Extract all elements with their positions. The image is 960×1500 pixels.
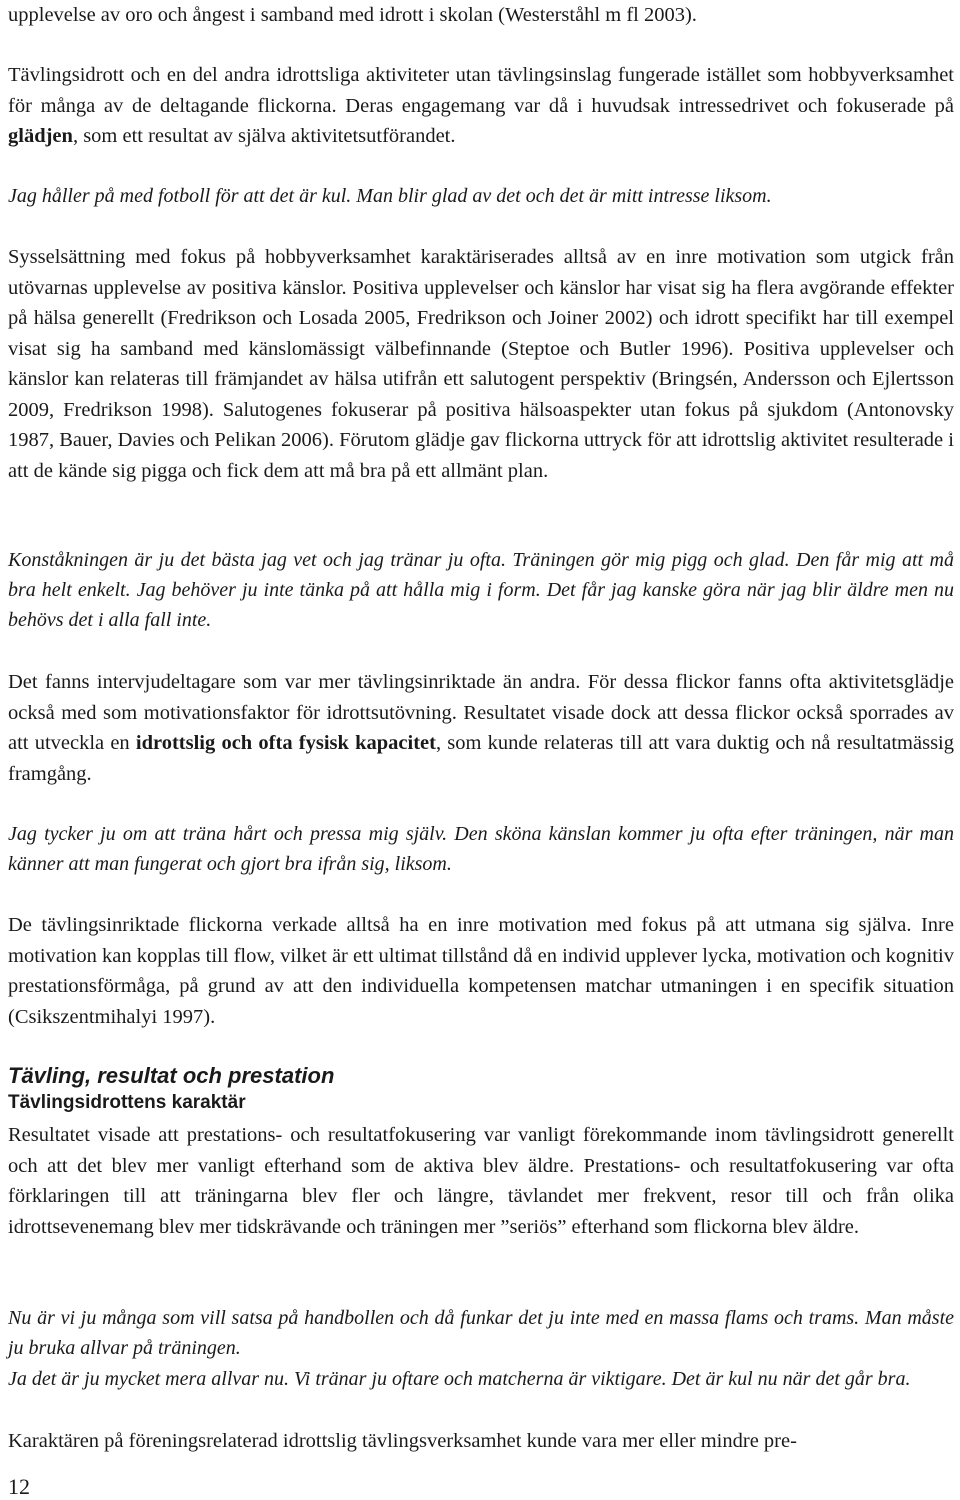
- paragraph-5: De tävlingsinriktade flickorna verkade alltså ha en inre motivation med fokus på att utmana sig själva. Inre motivation kan kopplas till flow, vilket är ett ultimat tillstånd då en individ upplever lycka, motivation och kognitiv prestationsförmåga, på grund av att den individuella kompetensen matchar utmaningen i en specifik situation (Csikszentmihalyi 1997).: [8, 914, 954, 1028]
- paragraph-2: [8, 60, 954, 152]
- quote-4: Nu är vi ju många som vill satsa på handbollen och då funkar det ju inte med en massa flams och trams. Man måste ju bruka allvar på träningen.: [8, 1307, 954, 1359]
- quote-5: Ja det är ju mycket mera allvar nu. Vi tränar ju oftare och matcherna är viktigare. Det är kul nu när det går bra.: [8, 1368, 911, 1390]
- paragraph-4-text-a: Det fanns intervjudeltagare som var mer tävlingsinriktade än andra. För dessa flickor fanns ofta aktivitetsglädje också med som motivationsfaktor för idrottsutövning. Resultatet visade dock att dessa flickor också sporrades av att utveckla en: [8, 671, 954, 754]
- paragraph-1: upplevelse av oro och ångest i samband med idrott i skolan (Westerståhl m fl 2003).: [8, 4, 697, 26]
- paragraph-7: Karaktären på föreningsrelaterad idrottslig tävlingsverksamhet kunde vara mer eller mindre pre-: [8, 1430, 797, 1452]
- emphasis-gladjen: glädjen: [8, 125, 73, 147]
- section-heading: Tävling, resultat och prestation: [8, 1063, 335, 1088]
- quote-2: Konståkningen är ju det bästa jag vet och jag tränar ju ofta. Träningen gör mig pigg och glad. Den får mig att må bra helt enkelt. Jag behöver ju inte tänka på att hålla mig i form. Det får jag kanske göra när jag blir äldre men nu behövs det i alla fall inte.: [8, 549, 954, 631]
- paragraph-3: Sysselsättning med fokus på hobbyverksamhet karaktäriserades alltså av en inre motivation som utgick från utövarnas upplevelse av positiva känslor. Positiva upplevelser och känslor har visat sig ha flera avgörande effekter på hälsa generellt (Fredrikson och Losada 2005, Fredrikson och Joiner 2002) och idrott specifikt har till exempel visat sig ha samband med känslomässigt välbefinnande (Steptoe och Butler 1996). Positiva upplevelser och känslor kan relateras till främjandet av hälsa utifrån ett salutogent perspektiv (Bringsén, Andersson och Ejlertsson 2009, Fredrikson 1998). Salutogenes fokuserar på positiva hälsoaspekter utan fokus på sjukdom (Antonovsky 1987, Bauer, Davies och Pelikan 2006). Förutom glädje gav flickorna uttryck för att idrottslig aktivitet resulterade i att de kände sig pigga och fick dem att må bra på ett allmänt plan.: [8, 246, 954, 482]
- page-number: 12: [8, 1474, 30, 1499]
- paragraph-4: [8, 667, 954, 789]
- paragraph-4-text-b: , som kunde relateras till att vara duktig och nå resultatmässig framgång.: [8, 732, 955, 785]
- quote-3: Jag tycker ju om att träna hårt och pressa mig själv. Den sköna känslan kommer ju ofta efter träningen, när man känner att man fungerat och gjort bra ifrån sig, liksom.: [8, 823, 954, 875]
- paragraph-2-text-a: Tävlingsidrott och en del andra idrottsliga aktiviteter utan tävlingsinslag fungerade istället som hobbyverksamhet för många av de deltagande flickorna. Deras engagemang var då i huvudsak intressedrivet och fokuserade på: [8, 64, 954, 117]
- paragraph-2-text-b: , som ett resultat av själva aktivitetsutförandet.: [72, 125, 456, 147]
- quote-1: Jag håller på med fotboll för att det är kul. Man blir glad av det och det är mitt intresse liksom.: [8, 185, 772, 207]
- emphasis-kapacitet: idrottslig och ofta fysisk kapacitet: [135, 732, 436, 754]
- paragraph-6: Resultatet visade att prestations- och resultatfokusering var vanligt förekommande inom tävlingsidrott generellt och att det blev mer vanligt efterhand som de aktiva blev äldre. Prestations- och resultatfokusering var ofta förklaringen till att träningarna blev fler och längre, tävlandet mer frekvent, resor till och från olika idrottsevenemang blev mer tidskrävande och träningen mer ”seriös” efterhand som flickorna blev äldre.: [8, 1124, 954, 1238]
- subsection-heading: Tävlingsidrottens karaktär: [8, 1092, 246, 1113]
